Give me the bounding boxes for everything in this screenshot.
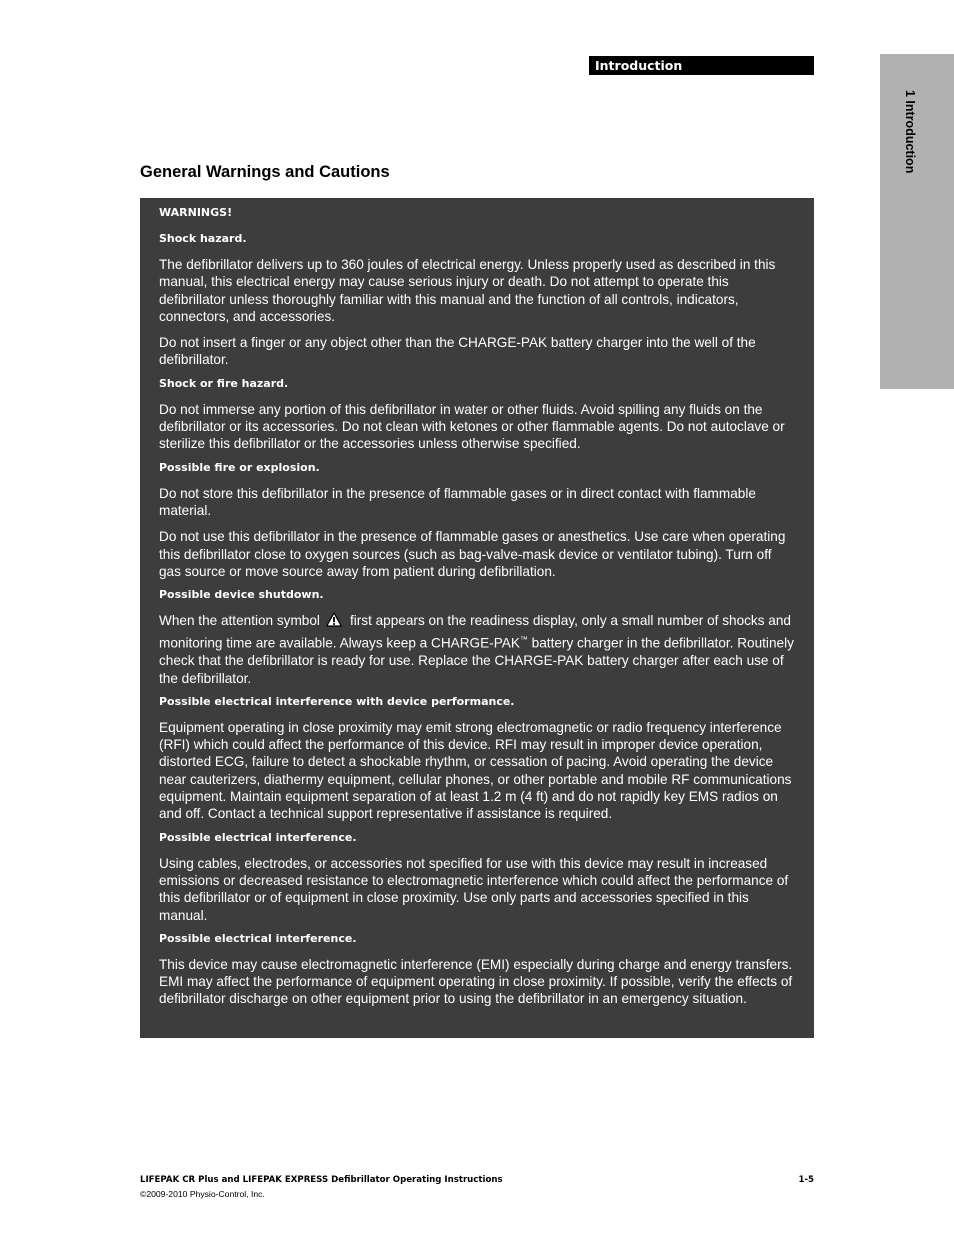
page-title: General Warnings and Cautions bbox=[140, 163, 390, 181]
warning-paragraph: Do not insert a finger or any object other than the CHARGE-PAK battery charger into the well of the defibrillator. bbox=[159, 335, 756, 368]
warning-paragraph: This device may cause electromagnetic interference (EMI) especially during charge and energy transfers. EMI may affect the performance of equipment operating in close proximity. If possible, verify the effects of defibrillator discharge on other equipment prior to using the defibrillator in an emergency situation. bbox=[159, 956, 793, 1007]
section-header-bar bbox=[589, 56, 814, 75]
warning-paragraph: Do not store this defibrillator in the presence of flammable gases or in direct contact with flammable material. bbox=[159, 485, 756, 518]
warning-subheading: Possible electrical interference. bbox=[159, 830, 357, 844]
warning-triangle-icon bbox=[326, 612, 342, 631]
warnings-box bbox=[140, 198, 814, 1038]
warning-subheading: Shock hazard. bbox=[159, 232, 247, 245]
warning-paragraph: Equipment operating in close proximity may emit strong electromagnetic or radio frequency interference (RFI) which could affect the performance of this device. RFI may result in improper device operation, distorted ECG, failure to detect a shockable rhythm, or cessation of pacing. Avoid operating the device near cauterizers, diathermy equipment, cellular phones, or other portable and mobile RF communications equipment. Maintain equipment separation of at least 1.2 m (4 ft) and do not rapidly key EMS radios on and off. Contact a technical support representative if assistance is required. bbox=[159, 719, 792, 822]
warning-paragraph: Using cables, electrodes, or accessories not specified for use with this device may result in increased emissions or decreased resistance to electromagnetic interference which could affect the performance of this defibrillator or of equipment in close proximity. Use only parts and accessories specified in this manual. bbox=[159, 855, 789, 923]
warning-subheading: Possible device shutdown. bbox=[159, 588, 324, 602]
warning-subheading: Possible electrical interference with device performance. bbox=[159, 694, 515, 708]
warning-text-before-icon: When the attention symbol bbox=[159, 613, 320, 629]
chapter-side-tab-label: 1 Introduction bbox=[903, 90, 917, 174]
footer-document-title: LIFEPAK CR Plus and LIFEPAK EXPRESS Defibrillator Operating Instructions bbox=[140, 1175, 503, 1185]
warning-subheading: Possible fire or explosion. bbox=[159, 460, 320, 474]
warning-subheading: Possible electrical interference. bbox=[159, 931, 357, 945]
section-header-label: Introduction bbox=[595, 58, 683, 73]
warning-text-after-icon: first appears on the readiness display, only a small number of shocks and monitoring time are available. Always keep a CHARGE-PAK bbox=[159, 613, 791, 651]
warning-paragraph: Do not use this defibrillator in the presence of flammable gases or anesthetics. Use care when operating this defibrillator close to oxygen sources (such as bag-valve-mask device or ventilator tubing). Turn off gas source or move source away from patient during defibrillation. bbox=[159, 529, 786, 579]
chapter-side-tab bbox=[880, 54, 954, 389]
warning-paragraph bbox=[159, 612, 794, 687]
warning-text-after-trademark: battery charger in the defibrillator. Routinely check that the defibrillator is ready for use. Replace the CHARGE-PAK battery charger after each use of the defibrillator. bbox=[159, 635, 794, 686]
footer-page-number: 1-5 bbox=[798, 1175, 814, 1185]
warning-paragraph: Do not immerse any portion of this defibrillator in water or other fluids. Avoid spilling any fluids on the defibrillator or its accessories. Do not clean with ketones or other flammable agents. Do not autoclave or sterilize this defibrillator or the accessories unless otherwise specified. bbox=[159, 401, 785, 452]
warning-paragraph: The defibrillator delivers up to 360 joules of electrical energy. Unless properly used as described in this manual, this electrical energy may cause serious injury or death. Do not attempt to operate this defibrillator unless thoroughly familiar with this manual and the function of all controls, indicators, connectors, and accessories. bbox=[159, 257, 776, 324]
warning-subheading: Shock or fire hazard. bbox=[159, 376, 289, 390]
warnings-heading: WARNINGS! bbox=[159, 206, 233, 219]
trademark-symbol: ™ bbox=[519, 635, 528, 645]
footer-copyright: ©2009-2010 Physio-Control, Inc. bbox=[140, 1189, 265, 1199]
